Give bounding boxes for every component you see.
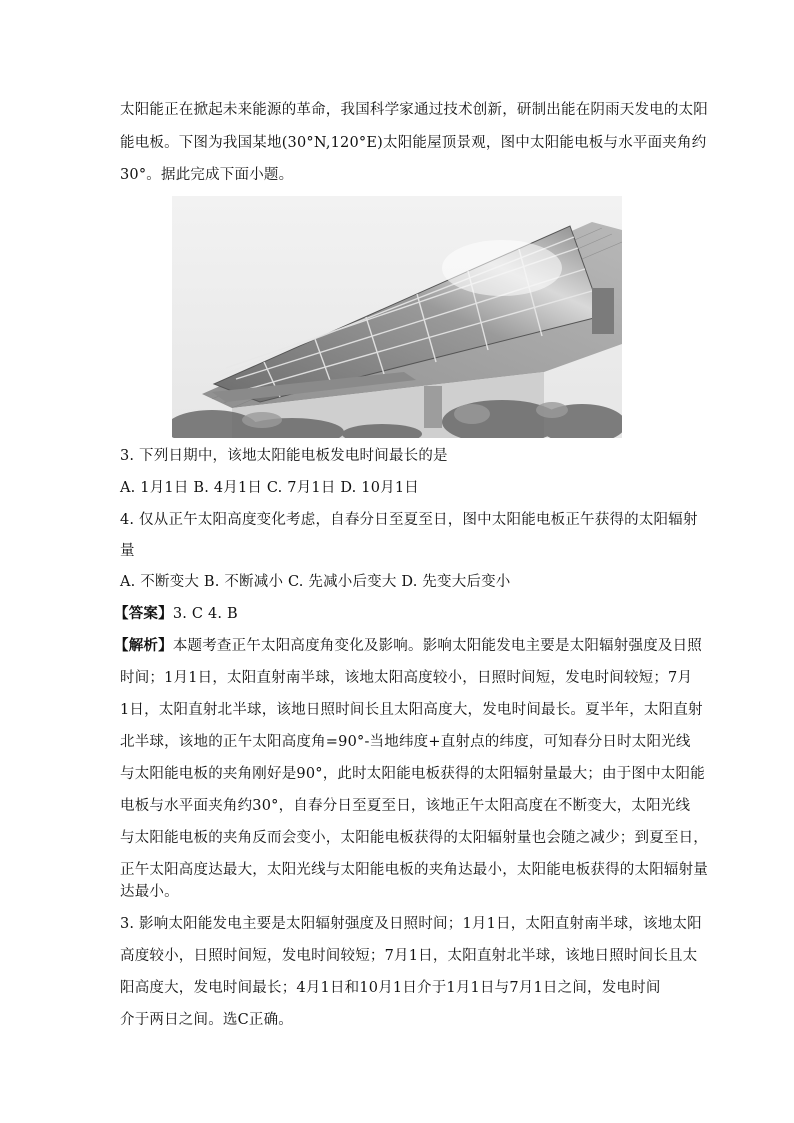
analysis-line-9: 达最小。 [120, 884, 179, 900]
explanation3-line-3: 阳高度大，发电时间最长；4月1日和10月1日介于1月1日与7月1日之间，发电时间 [120, 980, 661, 996]
question-4-stem-line-2: 量 [120, 543, 135, 559]
solar-roof-photo [172, 196, 622, 438]
question-3-options: A. 1月1日 B. 4月1日 C. 7月1日 D. 10月1日 [120, 480, 419, 496]
passage-line-1: 太阳能正在掀起未来能源的革命，我国科学家通过技术创新，研制出能在阴雨天发电的太阳 [120, 102, 708, 118]
analysis-line-3: 1日，太阳直射北半球，该地日照时间长且太阳高度大，发电时间最长。夏半年，太阳直射 [120, 702, 703, 718]
question-3-stem: 3. 下列日期中，该地太阳能电板发电时间最长的是 [120, 448, 448, 464]
analysis-line-6: 电板与水平面夹角约30°，自春分日至夏至日，该地正午太阳高度在不断变大，太阳光线 [120, 798, 691, 814]
explanation3-line-2: 高度较小，日照时间短，发电时间较短；7月1日，太阳直射北半球，该地日照时间长且太 [120, 948, 698, 964]
question-4-stem-line-1: 4. 仅从正午太阳高度变化考虑，自春分日至夏至日，图中太阳能电板正午获得的太阳辐射 [120, 512, 698, 528]
analysis-line-7: 与太阳能电板的夹角反而会变小，太阳能电板获得的太阳辐射量也会随之减少；到夏至日， [120, 830, 708, 846]
analysis-tag: 【解析】 [114, 637, 173, 654]
question-4-options: A. 不断变大 B. 不断减小 C. 先减小后变大 D. 先变大后变小 [120, 574, 511, 590]
passage-line-3: 30°。据此完成下面小题。 [120, 167, 294, 183]
explanation3-line-1: 3. 影响太阳能发电主要是太阳辐射强度及日照时间；1月1日，太阳直射南半球，该地太阳 [120, 916, 702, 932]
analysis-line-1 [114, 636, 703, 656]
analysis-line-4: 北半球，该地的正午太阳高度角=90°-当地纬度+直射点的纬度，可知春分日时太阳光线 [120, 734, 691, 750]
passage-line-2: 能电板。下图为我国某地(30°N,120°E)太阳能屋顶景观，图中太阳能电板与水平面夹角约 [120, 135, 707, 151]
analysis-line-2: 时间；1月1日，太阳直射南半球，该地太阳高度较小，日照时间短，发电时间较短；7月 [120, 670, 693, 686]
answer-text: 3. C 4. B [172, 606, 238, 622]
analysis-line-5: 与太阳能电板的夹角刚好是90°，此时太阳能电板获得的太阳辐射量最大；由于图中太阳能 [120, 766, 705, 782]
analysis-text-1: 本题考查正午太阳高度角变化及影响。影响太阳能发电主要是太阳辐射强度及日照 [172, 638, 703, 654]
explanation3-line-4: 介于两日之间。选C正确。 [120, 1012, 293, 1028]
analysis-line-8: 正午太阳高度达最大，太阳光线与太阳能电板的夹角达最小，太阳能电板获得的太阳辐射量 [120, 862, 708, 878]
answer-line [114, 604, 674, 624]
answer-tag: 【答案】 [114, 605, 173, 622]
